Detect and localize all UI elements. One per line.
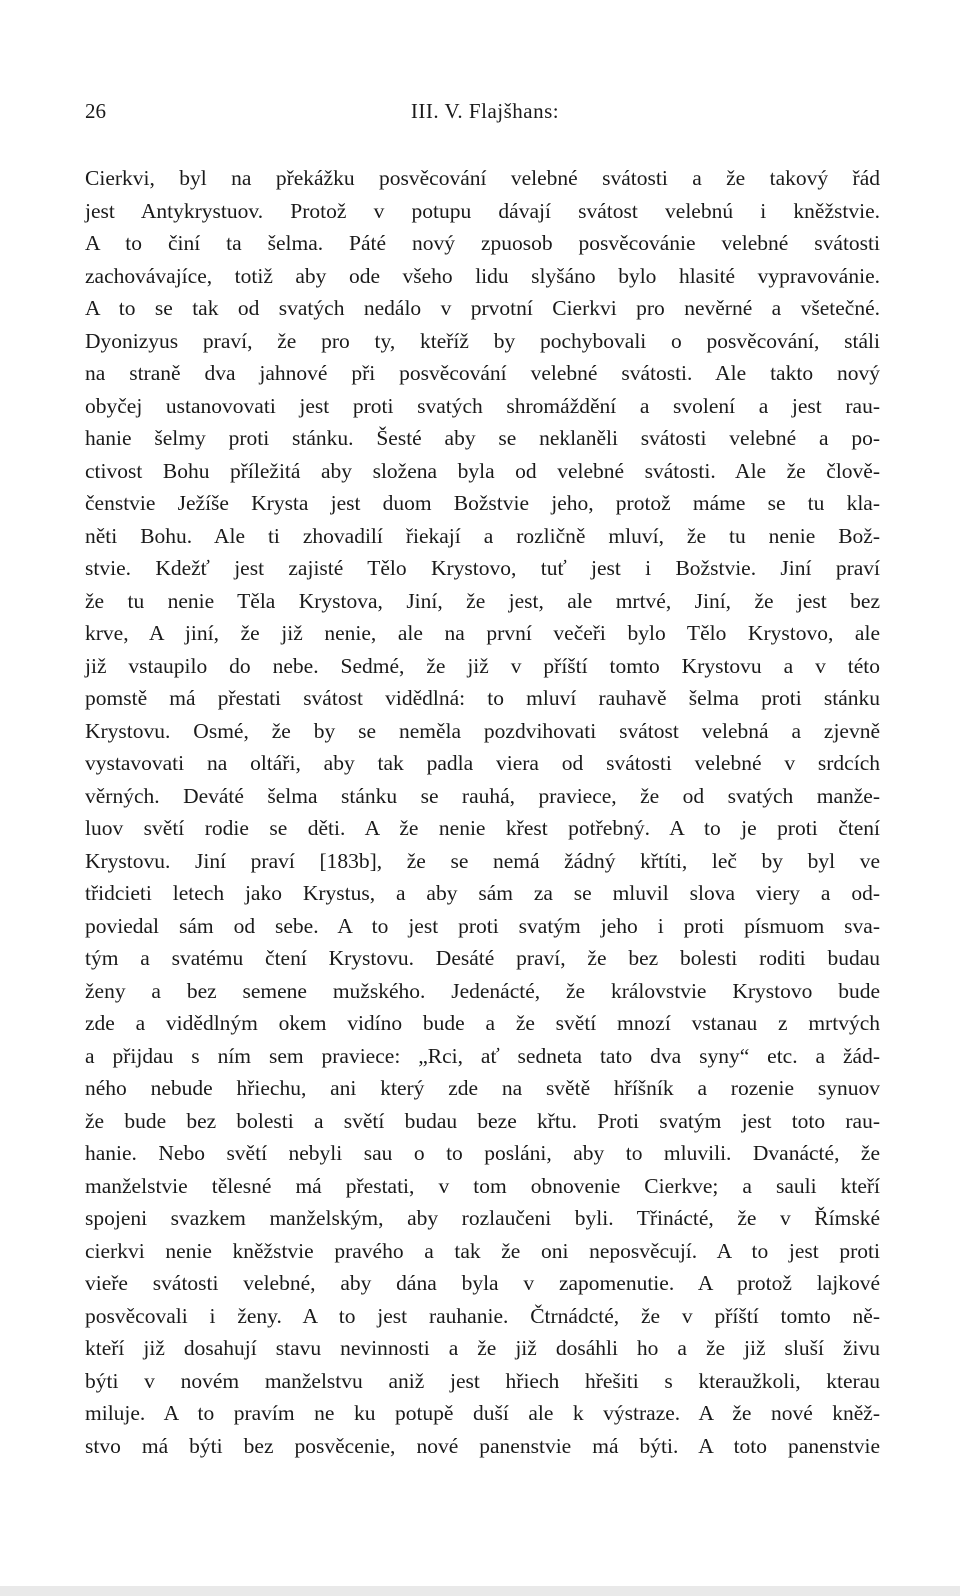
text-line: obyčej ustanovovati jest proti svatých shromáždění a svolení a jest rau-: [85, 393, 880, 418]
text-line: krve, A jiní, že již nenie, ale na první večeři bylo Tělo Krystovo, ale: [85, 621, 880, 645]
text-line: jest Antykrystuov. Protož v potupu dávají svátost velebnú i kněžstvie.: [85, 198, 880, 223]
text-line: Dyonizyus praví, že pro ty, kteříž by pochybovali o posvěcování, stáli: [85, 328, 880, 353]
text-line: vieře svátosti velebné, aby dána byla v zapomenutie. A protož lajkové: [85, 1271, 880, 1295]
text-line: vystavovati na oltáři, aby tak padla viera od svátosti velebné v srdcích: [85, 751, 880, 775]
text-line: pomstě má přestati svátost vidědlná: to mluví rauhavě šelma proti stánku: [85, 686, 880, 710]
text-line: již vstaupilo do nebe. Sedmé, že již v příští tomto Krystovu a v této: [85, 653, 880, 678]
text-line: luov světí rodie se děti. A že nenie křest potřebný. A to je proti čtení: [85, 816, 880, 840]
text-line: býti v novém manželstvu aniž jest hřiech hřešiti s kteraužkoli, kterau: [85, 1368, 880, 1393]
text-line: ženy a bez semene mužského. Jedenácté, že královstvie Krystovo bude: [85, 978, 880, 1003]
text-line: věrných. Deváté šelma stánku se rauhá, praviece, že od svatých manže-: [85, 783, 880, 808]
text-line: že bude bez bolesti a světí budau beze křtu. Proti svatým jest toto rau-: [85, 1108, 880, 1133]
text-line: ného nebude hřiechu, ani který zde na světě hříšník a rozenie synuov: [85, 1076, 880, 1100]
text-line: stvie. Kdežť jest zajisté Tělo Krystovo, tuť jest i Božstvie. Jiní praví: [85, 556, 880, 580]
text-line: čenstvie Ježíše Krysta jest duom Božstvie jeho, protož máme se tu kla-: [85, 491, 880, 515]
text-line: Krystovu. Jiní praví [183b], že se nemá žádný křtíti, leč by byl ve: [85, 848, 880, 873]
text-line: na straně dva jahnové při posvěcování velebné svátosti. Ale takto nový: [85, 361, 880, 385]
text-line: zde a vidědlným okem vidíno bude a že světí mnozí vstanau z mrtvých: [85, 1011, 880, 1035]
text-line: že tu nenie Těla Krystova, Jiní, že jest, ale mrtvé, Jiní, že jest bez: [85, 588, 880, 613]
text-line: cierkvi nenie kněžstvie pravého a tak že oni neposvěcují. A to jest proti: [85, 1238, 880, 1263]
text-line: miluje. A to pravím ne ku potupě duší ale k výstraze. A že nové kněž-: [85, 1401, 880, 1425]
text-line: tým a svatému čtení Krystovu. Desáté praví, že bez bolesti roditi budau: [85, 946, 880, 970]
text-line: posvěcovali i ženy. A to jest rauhanie. Čtrnádcté, že v příští tomto ně-: [85, 1303, 880, 1328]
running-title: III. V. Flajšhans:: [410, 99, 560, 123]
text-line: třidcieti letech jako Krystus, a aby sám za se mluvil slova viery a od-: [85, 881, 880, 905]
text-line: A to činí ta šelma. Páté nový zpuosob posvěcovánie velebné svátosti: [85, 231, 880, 255]
text-line: spojeni svazkem manželským, aby rozlaučeni byli. Třinácté, že v Římské: [85, 1206, 880, 1230]
text-line: hanie. Nebo světí nebyli sau o to posláni, aby to mluvili. Dvanácté, že: [85, 1141, 880, 1165]
text-line: kteří již dosahují stavu nevinnosti a že již dosáhli ho a že již sluší živu: [85, 1336, 880, 1360]
text-line: Krystovu. Osmé, že by se neměla pozdvihovati svátost velebná a zjevně: [85, 718, 880, 743]
text-line: hanie šelmy proti stánku. Šesté aby se neklaněli svátosti velebné a po-: [85, 426, 880, 450]
text-line: manželstvie tělesné má přestati, v tom obnovenie Cierkve; a sauli kteří: [85, 1173, 880, 1198]
page-number: 26: [85, 99, 106, 123]
text-line: zachovávajíce, totiž aby ode všeho lidu slyšáno bylo hlasité vypravovánie.: [85, 263, 880, 288]
text-line: ctivost Bohu příležitá aby složena byla od velebné svátosti. Ale že člově-: [85, 458, 880, 483]
text-line: něti Bohu. Ale ti zhovadilí řiekají a rozličně mluví, že tu nenie Bož-: [85, 523, 880, 548]
running-head: [85, 96, 885, 126]
text-line: Cierkvi, byl na překážku posvěcování velebné svátosti a že takový řád: [85, 166, 880, 190]
text-line: poviedal sám od sebe. A to jest proti svatým jeho i proti písmuom sva-: [85, 913, 880, 938]
text-line: A to se tak od svatých nedálo v prvotní Cierkvi pro nevěrné a všetečné.: [85, 296, 880, 320]
text-line: a přijdau s ním sem praviece: „Rci, ať sedneta tato dva syny“ etc. a žád-: [85, 1043, 880, 1068]
body-text: [85, 162, 880, 1462]
scan-bottom-edge: [0, 1586, 960, 1596]
text-line: stvo má býti bez posvěcenie, nové panenstvie má býti. A toto panenstvie: [85, 1433, 880, 1458]
